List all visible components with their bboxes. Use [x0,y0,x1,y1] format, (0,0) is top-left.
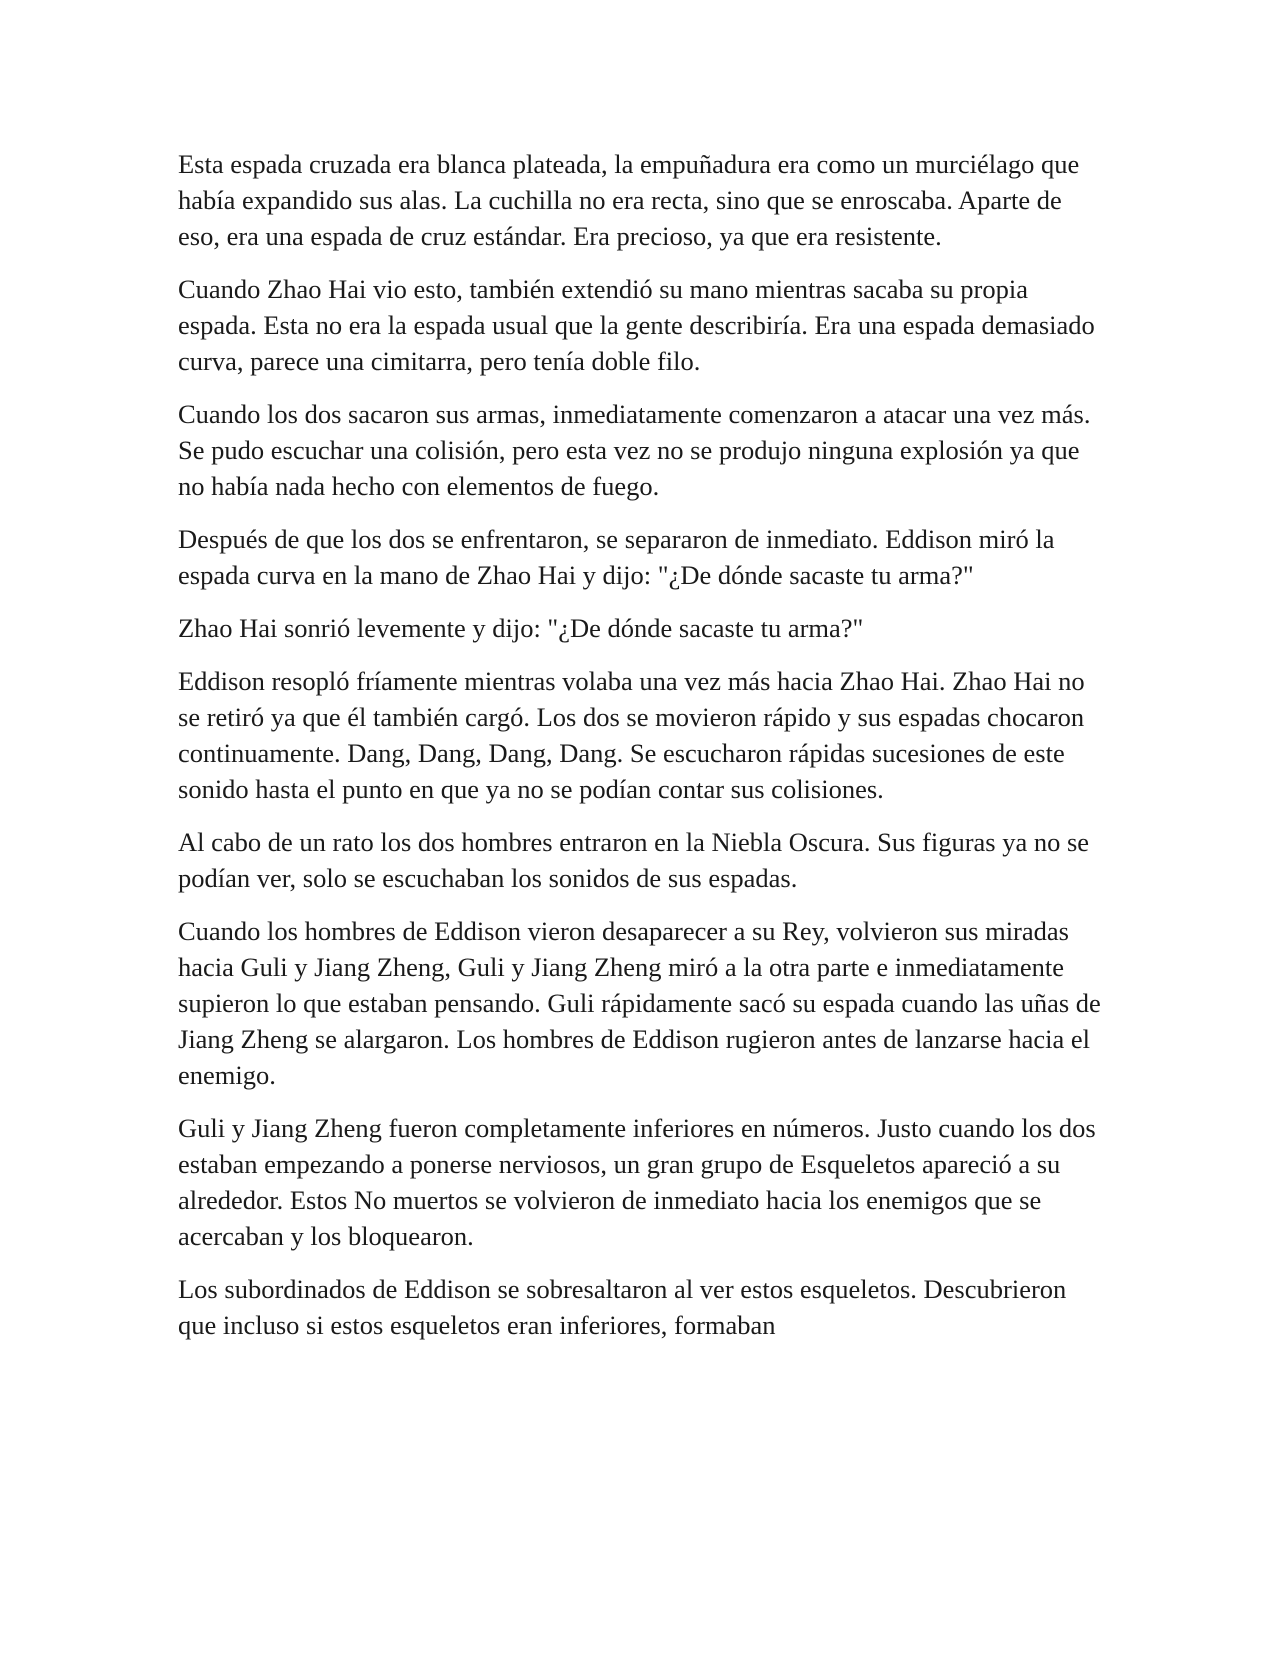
paragraph: Guli y Jiang Zheng fueron completamente inferiores en números. Justo cuando los dos estaban empezando a ponerse nerviosos, un gran grupo de Esqueletos apareció a su alrededor. Estos No muertos se volvieron de inmediato hacia los enemigos que se acercaban y los bloquearon. [178,1113,1096,1251]
paragraph: Al cabo de un rato los dos hombres entraron en la Niebla Oscura. Sus figuras ya no se podían ver, solo se escuchaban los sonidos de sus espadas. [178,827,1090,893]
paragraph: Eddison resopló fríamente mientras volaba una vez más hacia Zhao Hai. Zhao Hai no se retiró ya que él también cargó. Los dos se movieron rápido y sus espadas chocaron continuamente. Dang, Dang, Dang, Dang. Se escucharon rápidas sucesiones de este sonido hasta el punto en que ya no se podían contar sus colisiones. [178,666,1085,804]
paragraph: Los subordinados de Eddison se sobresaltaron al ver estos esqueletos. Descubrieron que incluso si estos esqueletos eran inferiores, formaban [178,1274,1067,1340]
paragraph: Esta espada cruzada era blanca plateada, la empuñadura era como un murciélago que había expandido sus alas. La cuchilla no era recta, sino que se enroscaba. Aparte de eso, era una espada de cruz estándar. Era precioso, ya que era resistente. [178,149,1080,251]
paragraph: Cuando los dos sacaron sus armas, inmediatamente comenzaron a atacar una vez más. Se pudo escuchar una colisión, pero esta vez no se produjo ninguna explosión ya que no había nada hecho con elementos de fuego. [178,399,1091,501]
paragraph: Cuando los hombres de Eddison vieron desaparecer a su Rey, volvieron sus miradas hacia Guli y Jiang Zheng, Guli y Jiang Zheng miró a la otra parte e inmediatamente supieron lo que estaban pensando. Guli rápidamente sacó su espada cuando las uñas de Jiang Zheng se alargaron. Los hombres de Eddison rugieron antes de lanzarse hacia el enemigo. [178,916,1101,1090]
paragraph: Zhao Hai sonrió levemente y dijo: "¿De dónde sacaste tu arma?" [178,613,864,643]
paragraph: Cuando Zhao Hai vio esto, también extendió su mano mientras sacaba su propia espada. Esta no era la espada usual que la gente describiría. Era una espada demasiado curva, parece una cimitarra, pero tenía doble filo. [178,274,1095,376]
paragraph: Después de que los dos se enfrentaron, se separaron de inmediato. Eddison miró la espada curva en la mano de Zhao Hai y dijo: "¿De dónde sacaste tu arma?" [178,524,1055,590]
document-body [178,146,1108,1360]
